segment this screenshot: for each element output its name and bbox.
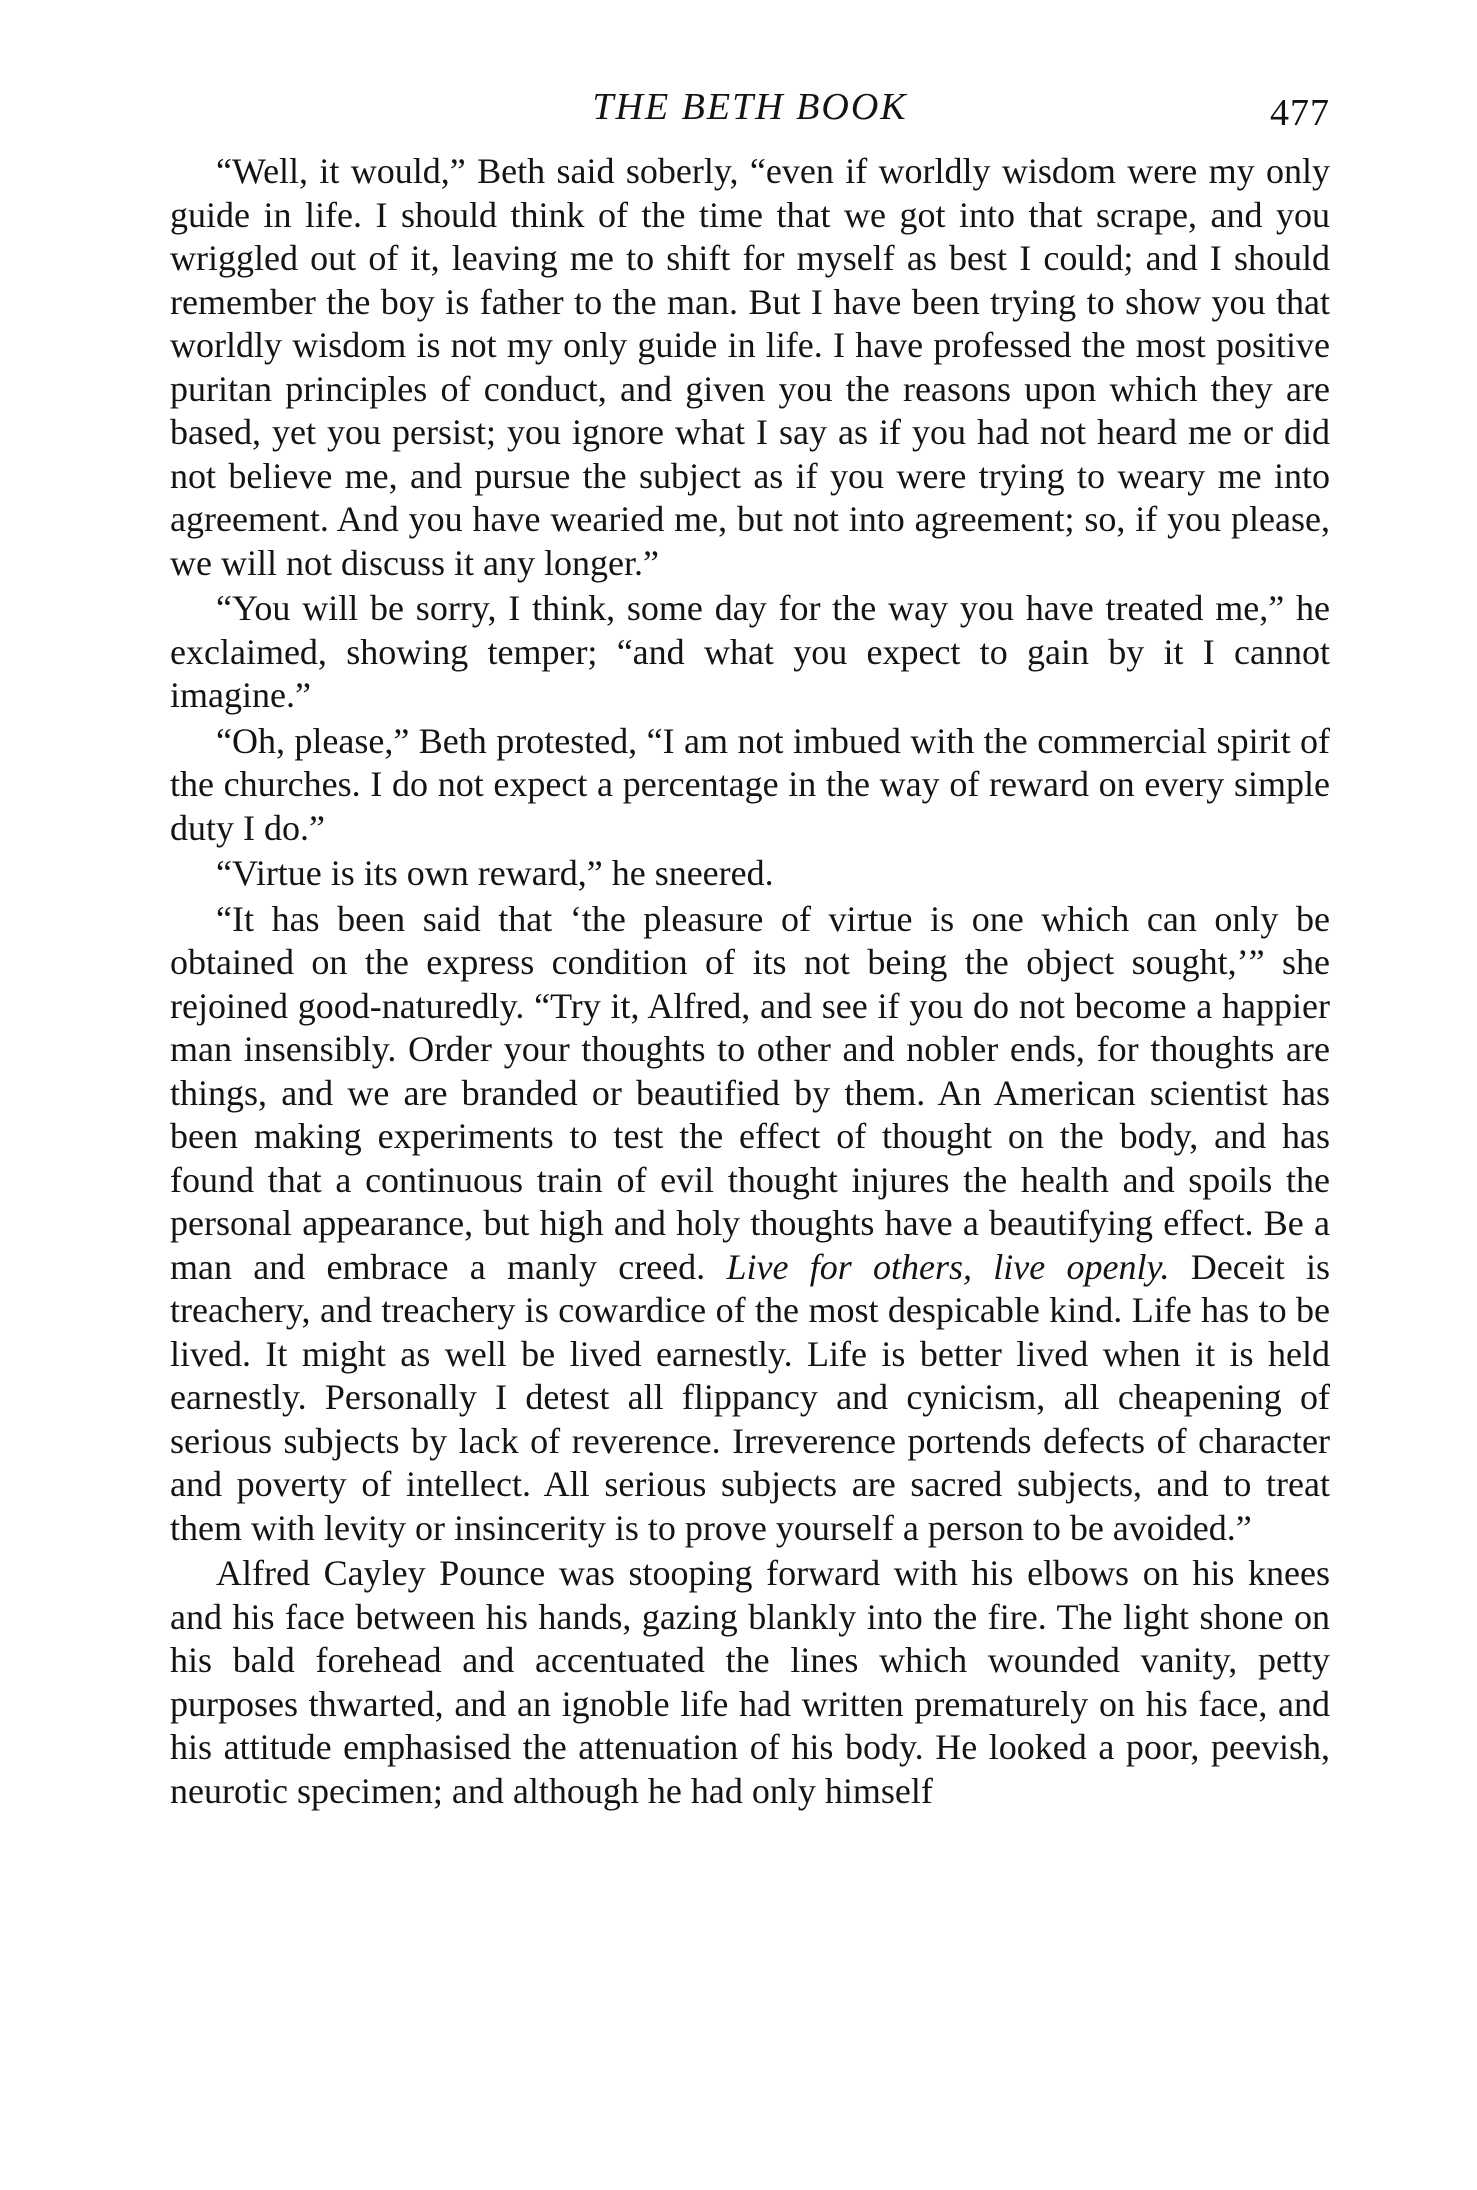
paragraph-5: [170, 898, 1330, 1551]
paragraph-5-text-start: “It has been said that ‘the pleasure of virtue is one which can only be obtained on the express condition of its not being the object sought,’” she rejoined good-naturedly. “Try it, Alfred, and see if you do not become a happier man insensibly. Order your thoughts to other and nobler ends, for thoughts are things, and we are branded or beautified by them. An American scientist has been making experiments to test the effect of thought on the body, and has found that a continuous train of evil thought injures the health and spoils the personal appearance, but high and holy thoughts have a beautifying effect. Be a man and embrace a manly creed.: [170, 898, 1330, 1287]
paragraph-2: “You will be sorry, I think, some day for the way you have treated me,” he exclaimed, showing temper; “and what you expect to gain by it I cannot imagine.”: [170, 588, 1330, 715]
paragraph-1: “Well, it would,” Beth said soberly, “even if worldly wisdom were my only guide in life. I should think of the time that we got into that scrape, and you wriggled out of it, leaving me to shift for myself as best I could; and I should remember the boy is father to the man. But I have been trying to show you that worldly wisdom is not my only guide in life. I have professed the most positive puritan principles of conduct, and given you the reasons upon which they are based, yet you persist; you ignore what I say as if you had not heard me or did not believe me, and pursue the subject as if you were trying to weary me into agreement. And you have wearied me, but not into agreement; so, if you please, we will not discuss it any longer.”: [170, 151, 1330, 583]
paragraph-4: “Virtue is its own reward,” he sneered.: [216, 853, 774, 893]
paragraph-6: Alfred Cayley Pounce was stooping forward with his elbows on his knees and his face between his hands, gazing blankly into the fire. The light shone on his bald forehead and accentuated the lines which wounded vanity, petty purposes thwarted, and an ignoble life had written prematurely on his face, and his attitude emphasised the attenuation of his body. He looked a poor, peevish, neurotic specimen; and although he had only himself: [170, 1553, 1330, 1811]
paragraph-5-italic-phrase: Live for others, live openly.: [726, 1246, 1170, 1287]
running-title: THE BETH BOOK: [592, 86, 908, 128]
paragraph-3: “Oh, please,” Beth protested, “I am not imbued with the commercial spirit of the churches. I do not expect a percentage in the way of reward on every simple duty I do.”: [170, 720, 1330, 848]
page-number: 477: [1270, 92, 1330, 134]
paragraph-5-text-end: Deceit is treachery, and treachery is cowardice of the most despicable kind. Life has to be lived. It might as well be lived earnestly. Life is better lived when it is held earnestly. Personally I detest all flippancy and cynicism, all cheapening of serious subjects by lack of reverence. Irreverence portends defects of character and poverty of intellect. All serious subjects are sacred subjects, and to treat them with levity or insincerity is to prove yourself a person to be avoided.”: [170, 1246, 1330, 1548]
body-text: [170, 150, 1330, 1813]
running-head: [170, 82, 1330, 132]
